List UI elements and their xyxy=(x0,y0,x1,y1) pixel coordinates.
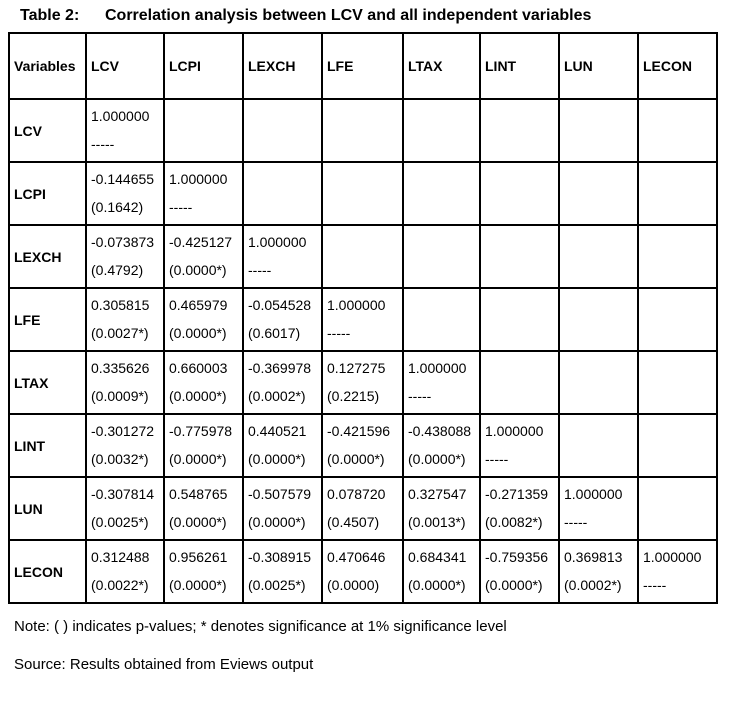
correlation-cell xyxy=(322,351,403,414)
correlation-value: -0.073873 xyxy=(91,234,155,250)
p-value: (0.0022*) xyxy=(91,577,149,593)
correlation-cell xyxy=(480,351,559,414)
correlation-value: 0.956261 xyxy=(169,549,228,565)
correlation-cell xyxy=(86,99,164,162)
correlation-value: 0.548765 xyxy=(169,486,228,502)
table-number: Table 2: xyxy=(20,7,80,24)
correlation-cell xyxy=(480,162,559,225)
correlation-value: 0.305815 xyxy=(91,297,150,313)
row-label: LINT xyxy=(9,414,86,477)
correlation-cell xyxy=(638,225,717,288)
correlation-value: 0.465979 xyxy=(169,297,228,313)
correlation-cell xyxy=(480,540,559,603)
column-header-variables: Variables xyxy=(9,33,86,99)
correlation-value: 1.000000 xyxy=(485,423,544,439)
correlation-cell xyxy=(164,288,243,351)
p-value: (0.0002*) xyxy=(248,388,306,404)
correlation-value: -0.421596 xyxy=(327,423,391,439)
correlation-cell xyxy=(559,414,638,477)
correlation-cell xyxy=(86,288,164,351)
row-label: LCV xyxy=(9,99,86,162)
correlation-cell xyxy=(403,162,480,225)
column-header-lint: LINT xyxy=(480,33,559,99)
correlation-cell xyxy=(164,540,243,603)
correlation-cell xyxy=(403,288,480,351)
correlation-cell xyxy=(559,540,638,603)
correlation-value: 1.000000 xyxy=(169,171,228,187)
table-row xyxy=(9,225,717,288)
correlation-cell xyxy=(164,162,243,225)
correlation-value: -0.301272 xyxy=(91,423,155,439)
correlation-cell xyxy=(480,99,559,162)
p-value: (0.0082*) xyxy=(485,514,543,530)
correlation-cell xyxy=(638,351,717,414)
correlation-value: -0.054528 xyxy=(248,297,312,313)
p-value: (0.0009*) xyxy=(91,388,149,404)
correlation-value: -0.507579 xyxy=(248,486,312,502)
correlation-cell xyxy=(638,540,717,603)
column-header-lecon: LECON xyxy=(638,33,717,99)
note-text: Note: ( ) indicates p-values; * denotes significance at 1% significance level xyxy=(14,618,507,635)
correlation-value: -0.775978 xyxy=(169,423,233,439)
p-value: ----- xyxy=(408,388,432,404)
row-label: LTAX xyxy=(9,351,86,414)
correlation-cell xyxy=(559,288,638,351)
p-value: (0.0000*) xyxy=(248,514,306,530)
correlation-cell xyxy=(243,414,322,477)
p-value: (0.0000*) xyxy=(169,388,227,404)
correlation-cell xyxy=(243,477,322,540)
correlation-value: -0.438088 xyxy=(408,423,472,439)
correlation-cell xyxy=(403,225,480,288)
correlation-value: 0.078720 xyxy=(327,486,386,502)
correlation-cell xyxy=(638,99,717,162)
correlation-cell xyxy=(403,99,480,162)
table-row xyxy=(9,162,717,225)
p-value: (0.0000) xyxy=(327,577,380,593)
correlation-cell xyxy=(322,99,403,162)
table-row xyxy=(9,288,717,351)
correlation-cell xyxy=(243,225,322,288)
correlation-cell xyxy=(322,477,403,540)
column-header-lfe: LFE xyxy=(322,33,403,99)
correlation-cell xyxy=(86,540,164,603)
correlation-cell xyxy=(559,99,638,162)
correlation-cell xyxy=(559,225,638,288)
table-header xyxy=(9,33,717,99)
p-value: (0.0002*) xyxy=(564,577,622,593)
correlation-value: -0.307814 xyxy=(91,486,155,502)
correlation-cell xyxy=(322,225,403,288)
p-value: (0.0000*) xyxy=(248,451,306,467)
p-value: (0.0025*) xyxy=(91,514,149,530)
p-value: (0.0000*) xyxy=(169,577,227,593)
correlation-cell xyxy=(164,99,243,162)
correlation-value: 0.684341 xyxy=(408,549,467,565)
row-label: LECON xyxy=(9,540,86,603)
p-value: (0.1642) xyxy=(91,199,144,215)
correlation-value: 1.000000 xyxy=(564,486,623,502)
p-value: (0.0000*) xyxy=(485,577,543,593)
correlation-value: 1.000000 xyxy=(248,234,307,250)
correlation-cell xyxy=(638,162,717,225)
correlation-value: 1.000000 xyxy=(408,360,467,376)
correlation-cell xyxy=(403,414,480,477)
row-label: LUN xyxy=(9,477,86,540)
correlation-cell xyxy=(403,540,480,603)
p-value: (0.0000*) xyxy=(408,577,466,593)
column-header-lcpi: LCPI xyxy=(164,33,243,99)
p-value: (0.0000*) xyxy=(408,451,466,467)
table-row xyxy=(9,351,717,414)
p-value: ----- xyxy=(564,514,588,530)
correlation-cell xyxy=(638,477,717,540)
correlation-table xyxy=(8,32,718,604)
correlation-value: 0.312488 xyxy=(91,549,150,565)
correlation-value: 1.000000 xyxy=(643,549,702,565)
correlation-cell xyxy=(86,225,164,288)
correlation-cell xyxy=(243,99,322,162)
correlation-cell xyxy=(322,288,403,351)
correlation-cell xyxy=(243,540,322,603)
correlation-cell xyxy=(86,477,164,540)
correlation-value: 0.335626 xyxy=(91,360,150,376)
correlation-cell xyxy=(403,351,480,414)
correlation-value: 1.000000 xyxy=(327,297,386,313)
correlation-cell xyxy=(638,288,717,351)
column-header-ltax: LTAX xyxy=(403,33,480,99)
correlation-value: 0.440521 xyxy=(248,423,307,439)
correlation-cell xyxy=(322,540,403,603)
correlation-cell xyxy=(86,414,164,477)
correlation-cell xyxy=(403,477,480,540)
correlation-value: 0.127275 xyxy=(327,360,386,376)
correlation-cell xyxy=(243,288,322,351)
correlation-cell xyxy=(480,477,559,540)
p-value: ----- xyxy=(327,325,351,341)
p-value: (0.0027*) xyxy=(91,325,149,341)
correlation-value: -0.425127 xyxy=(169,234,233,250)
correlation-cell xyxy=(322,162,403,225)
header-row xyxy=(9,33,717,99)
table-row xyxy=(9,540,717,603)
correlation-cell xyxy=(243,162,322,225)
correlation-value: 0.369813 xyxy=(564,549,623,565)
correlation-value: 1.000000 xyxy=(91,108,150,124)
table-row xyxy=(9,477,717,540)
table-title xyxy=(20,6,743,26)
table-body xyxy=(9,99,717,603)
p-value: ----- xyxy=(91,136,115,152)
correlation-cell xyxy=(243,351,322,414)
correlation-cell xyxy=(322,414,403,477)
source-text: Source: Results obtained from Eviews output xyxy=(14,656,314,673)
column-header-lcv: LCV xyxy=(86,33,164,99)
table-caption: Correlation analysis between LCV and all independent variables xyxy=(105,7,592,24)
correlation-cell xyxy=(559,351,638,414)
correlation-value: -0.144655 xyxy=(91,171,155,187)
correlation-cell xyxy=(559,162,638,225)
p-value: (0.6017) xyxy=(248,325,301,341)
p-value: ----- xyxy=(248,262,272,278)
correlation-cell xyxy=(480,288,559,351)
p-value: (0.0032*) xyxy=(91,451,149,467)
p-value: ----- xyxy=(485,451,509,467)
p-value: (0.4792) xyxy=(91,262,144,278)
p-value: (0.0013*) xyxy=(408,514,466,530)
p-value: ----- xyxy=(643,577,667,593)
p-value: (0.0000*) xyxy=(169,451,227,467)
correlation-value: 0.327547 xyxy=(408,486,467,502)
p-value: (0.0000*) xyxy=(169,514,227,530)
correlation-cell xyxy=(638,414,717,477)
correlation-value: 0.470646 xyxy=(327,549,386,565)
correlation-value: -0.369978 xyxy=(248,360,312,376)
correlation-cell xyxy=(164,414,243,477)
p-value: (0.4507) xyxy=(327,514,380,530)
correlation-cell xyxy=(480,414,559,477)
column-header-lun: LUN xyxy=(559,33,638,99)
p-value: (0.0000*) xyxy=(169,325,227,341)
correlation-cell xyxy=(164,351,243,414)
correlation-cell xyxy=(86,162,164,225)
p-value: (0.2215) xyxy=(327,388,380,404)
correlation-cell xyxy=(164,477,243,540)
p-value: (0.0025*) xyxy=(248,577,306,593)
p-value: (0.0000*) xyxy=(169,262,227,278)
row-label: LEXCH xyxy=(9,225,86,288)
p-value: ----- xyxy=(169,199,193,215)
correlation-cell xyxy=(86,351,164,414)
p-value: (0.0000*) xyxy=(327,451,385,467)
table-row xyxy=(9,414,717,477)
row-label: LFE xyxy=(9,288,86,351)
row-label: LCPI xyxy=(9,162,86,225)
correlation-cell xyxy=(480,225,559,288)
column-header-lexch: LEXCH xyxy=(243,33,322,99)
table-row xyxy=(9,99,717,162)
correlation-value: 0.660003 xyxy=(169,360,228,376)
correlation-value: -0.308915 xyxy=(248,549,312,565)
correlation-value: -0.271359 xyxy=(485,486,549,502)
correlation-cell xyxy=(559,477,638,540)
correlation-value: -0.759356 xyxy=(485,549,549,565)
correlation-cell xyxy=(164,225,243,288)
